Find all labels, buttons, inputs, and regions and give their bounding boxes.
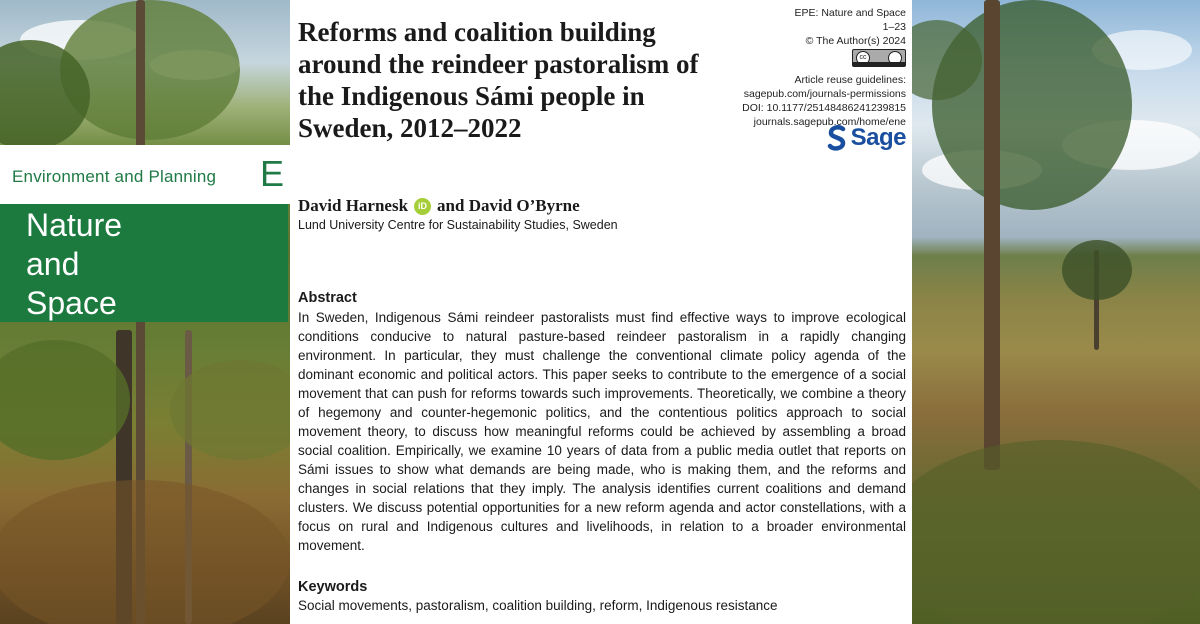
keywords-list: Social movements, pastoralism, coalition building, reform, Indigenous resistance — [298, 598, 778, 613]
orcid-icon[interactable]: iD — [414, 198, 431, 215]
author-name[interactable]: David Harnesk — [298, 196, 409, 215]
sage-s-icon — [827, 125, 847, 151]
journal-subtitle-line: Space — [26, 285, 117, 321]
journal-link[interactable]: journals.sagepub.com/home/ene — [753, 116, 906, 128]
creative-commons-icon: cc — [852, 49, 906, 67]
journal-subtitle-line: Nature — [26, 207, 123, 243]
article-meta — [706, 6, 906, 129]
reuse-label: Article reuse guidelines: — [794, 74, 906, 86]
journal-banner — [0, 145, 290, 204]
keywords-heading: Keywords — [298, 579, 368, 595]
journal-series-letter: E — [260, 153, 285, 194]
article-title: Reforms and coalition building around the reindeer pastoralism of the Indigenous Sámi people in Sweden, 2012–2022 — [298, 17, 699, 143]
doi-line[interactable]: DOI: 10.1177/25148486241239815 — [742, 102, 906, 114]
journal-series-name: Environment and Planning — [12, 167, 217, 186]
abstract-heading: Abstract — [298, 290, 357, 306]
author-name[interactable]: and David O’Byrne — [437, 196, 580, 215]
publisher-name: Sage — [850, 124, 906, 151]
copyright-line: © The Author(s) 2024 — [805, 35, 906, 47]
reuse-link[interactable]: sagepub.com/journals-permissions — [743, 88, 906, 100]
page-range: 1–23 — [882, 21, 906, 33]
journal-short-name: EPE: Nature and Space — [794, 7, 906, 19]
journal-subtitle-block — [0, 204, 288, 322]
author-line — [298, 196, 580, 216]
abstract-body: In Sweden, Indigenous Sámi reindeer pastoralists must find effective ways to improve ecological conditions conducive to natural pasture-based reindeer pastoralism in a rapidly changing environment. In particular, they must challenge the conventional climate policy agenda of the dominant economic and political actors. This paper seeks to contribute to the emergence of a social movement that can push for reforms towards such improvements. Theoretically, we combine a theory of hegemony and counter-hegemonic politics, and the contentious politics approach to social movement theory, to discuss how meaningful reforms could be achieved by assembling a broad social coalition. Empirically, we examine 10 years of data from a public media outlet that reports on Sámi issues to show what demands are being made, who is making them, and the reforms and changes in social relations that they imply. The analysis identifies current coalitions and demand clusters. We discuss potential opportunities for a new reform agenda and actor constellations, with a focus on rural and Indigenous cultures and livelihoods, in relation to a broader environmental movement. — [298, 310, 906, 553]
paper-first-page — [290, 0, 912, 624]
journal-subtitle-line: and — [26, 246, 80, 282]
sage-logo — [827, 124, 906, 152]
right-landscape-photo — [912, 0, 1200, 624]
author-affiliation: Lund University Centre for Sustainability Studies, Sweden — [298, 218, 618, 232]
